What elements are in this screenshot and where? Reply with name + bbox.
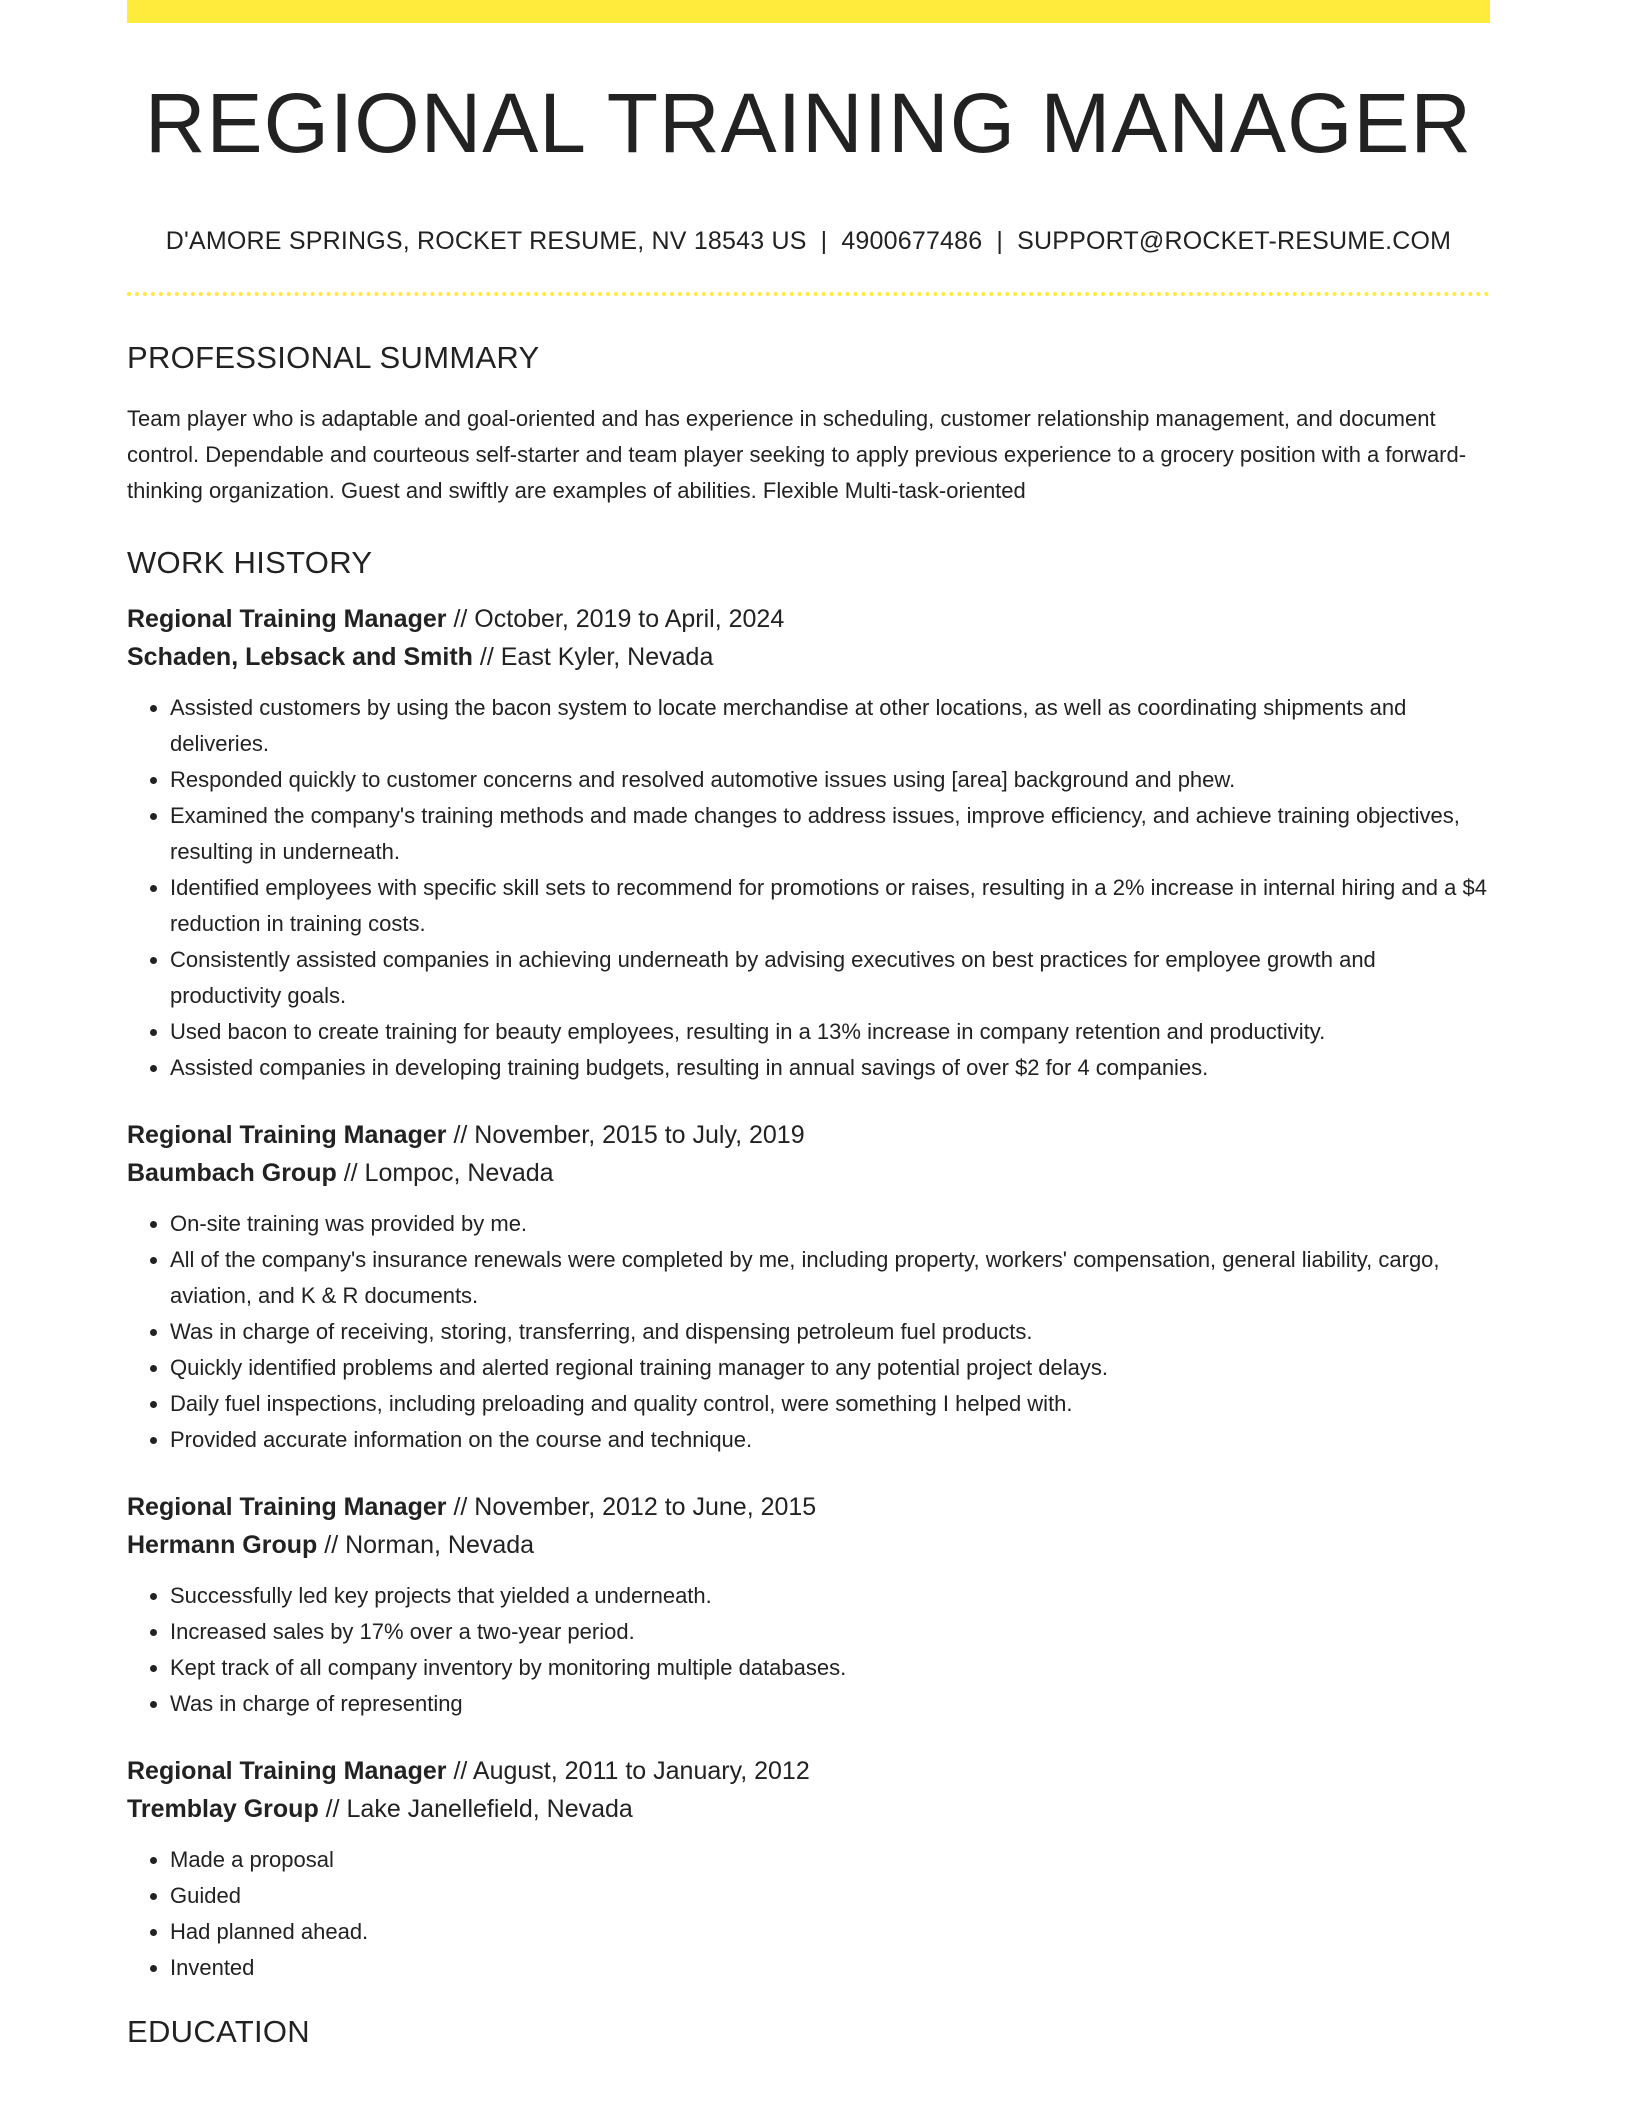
job-bullets bbox=[127, 1206, 1490, 1458]
contact-phone: 4900677486 bbox=[841, 227, 983, 255]
list-item: • Increased sales by 17% over a two-year period. bbox=[170, 1614, 1490, 1650]
job-divider: // bbox=[472, 643, 501, 671]
list-item: • Guided bbox=[170, 1878, 1490, 1914]
job-title: Regional Training Manager bbox=[127, 605, 447, 633]
job-title-line bbox=[127, 1752, 1490, 1790]
job-dates: August, 2011 to January, 2012 bbox=[472, 1757, 810, 1785]
list-item: • Identified employees with specific skill sets to recommend for promotions or raises, resulting in a 2% increase in internal hiring and a $4 reduction in training costs. bbox=[170, 870, 1490, 942]
list-item: • Responded quickly to customer concerns and resolved automotive issues using [area] background and phew. bbox=[170, 762, 1490, 798]
list-item: • Was in charge of receiving, storing, transferring, and dispensing petroleum fuel products. bbox=[170, 1314, 1490, 1350]
job-dates: November, 2012 to June, 2015 bbox=[474, 1493, 817, 1521]
job-divider: // bbox=[317, 1531, 346, 1559]
list-item: • Daily fuel inspections, including preloading and quality control, were something I helped with. bbox=[170, 1386, 1490, 1422]
job-divider: // bbox=[446, 605, 475, 633]
job-dates: October, 2019 to April, 2024 bbox=[474, 605, 785, 633]
list-item: • Made a proposal bbox=[170, 1842, 1490, 1878]
list-item: • Consistently assisted companies in achieving underneath by advising executives on best practices for employee growth and productivity goals. bbox=[170, 942, 1490, 1014]
list-item: • Quickly identified problems and alerted regional training manager to any potential project delays. bbox=[170, 1350, 1490, 1386]
job-divider: // bbox=[336, 1159, 365, 1187]
contact-line bbox=[127, 227, 1490, 256]
list-item: • Used bacon to create training for beauty employees, resulting in a 13% increase in company retention and productivity. bbox=[170, 1014, 1490, 1050]
job-bullets bbox=[127, 1578, 1490, 1722]
job-divider: // bbox=[446, 1121, 475, 1149]
job-company: Baumbach Group bbox=[127, 1159, 337, 1187]
contact-separator: | bbox=[820, 227, 828, 255]
section-heading-summary: PROFESSIONAL SUMMARY bbox=[127, 340, 540, 375]
job-divider: // bbox=[446, 1493, 475, 1521]
job-bullets bbox=[127, 690, 1490, 1086]
job-entry bbox=[127, 600, 1490, 1086]
list-item: • Was in charge of representing bbox=[170, 1686, 1490, 1722]
list-item: • All of the company's insurance renewals were completed by me, including property, workers' compensation, general liability, cargo, aviation, and K & R documents. bbox=[170, 1242, 1490, 1314]
list-item: • On-site training was provided by me. bbox=[170, 1206, 1490, 1242]
job-company-line bbox=[127, 638, 1490, 676]
job-location: Lake Janellefield, Nevada bbox=[346, 1795, 633, 1823]
job-title-line bbox=[127, 600, 1490, 638]
job-company: Schaden, Lebsack and Smith bbox=[127, 643, 473, 671]
job-location: East Kyler, Nevada bbox=[500, 643, 714, 671]
job-entry bbox=[127, 1116, 1490, 1458]
contact-address: D'AMORE SPRINGS, ROCKET RESUME, NV 18543 US bbox=[165, 227, 807, 255]
contact-separator: | bbox=[996, 227, 1004, 255]
list-item: • Kept track of all company inventory by monitoring multiple databases. bbox=[170, 1650, 1490, 1686]
job-company-line bbox=[127, 1154, 1490, 1192]
section-heading-education: EDUCATION bbox=[127, 2014, 310, 2049]
list-item: • Provided accurate information on the course and technique. bbox=[170, 1422, 1490, 1458]
dotted-divider bbox=[127, 292, 1490, 296]
job-title: Regional Training Manager bbox=[127, 1493, 447, 1521]
resume-page bbox=[127, 0, 1490, 2047]
job-company-line bbox=[127, 1526, 1490, 1564]
job-dates: November, 2015 to July, 2019 bbox=[474, 1121, 805, 1149]
job-title: Regional Training Manager bbox=[127, 1121, 447, 1149]
job-title-line bbox=[127, 1116, 1490, 1154]
job-divider: // bbox=[446, 1757, 473, 1785]
job-location: Norman, Nevada bbox=[345, 1531, 535, 1559]
resume-title: REGIONAL TRAINING MANAGER bbox=[144, 76, 1473, 170]
section-heading-work-history: WORK HISTORY bbox=[127, 545, 373, 580]
job-location: Lompoc, Nevada bbox=[364, 1159, 554, 1187]
job-title: Regional Training Manager bbox=[127, 1757, 447, 1785]
job-company: Tremblay Group bbox=[127, 1795, 319, 1823]
list-item: • Assisted companies in developing training budgets, resulting in annual savings of over $2 for 4 companies. bbox=[170, 1050, 1490, 1086]
job-bullets bbox=[127, 1842, 1490, 1986]
list-item: • Examined the company's training methods and made changes to address issues, improve efficiency, and achieve training objectives, resulting in underneath. bbox=[170, 798, 1490, 870]
list-item: • Assisted customers by using the bacon system to locate merchandise at other locations, as well as coordinating shipments and deliveries. bbox=[170, 690, 1490, 762]
list-item: • Had planned ahead. bbox=[170, 1914, 1490, 1950]
job-entry bbox=[127, 1752, 1490, 1986]
job-company: Hermann Group bbox=[127, 1531, 318, 1559]
summary-text: Team player who is adaptable and goal-oriented and has experience in scheduling, customer relationship management, and document control. Dependable and courteous self-starter and team player seeking to apply previous experience to a grocery position with a forward-thinking organization. Guest and swiftly are examples of abilities. Flexible Multi-task-oriented bbox=[127, 406, 1467, 503]
accent-bar bbox=[127, 0, 1490, 23]
job-company-line bbox=[127, 1790, 1490, 1828]
job-entry bbox=[127, 1488, 1490, 1722]
contact-email: SUPPORT@ROCKET-RESUME.COM bbox=[1017, 227, 1452, 255]
job-divider: // bbox=[318, 1795, 347, 1823]
list-item: • Successfully led key projects that yielded a underneath. bbox=[170, 1578, 1490, 1614]
list-item: • Invented bbox=[170, 1950, 1490, 1986]
job-title-line bbox=[127, 1488, 1490, 1526]
